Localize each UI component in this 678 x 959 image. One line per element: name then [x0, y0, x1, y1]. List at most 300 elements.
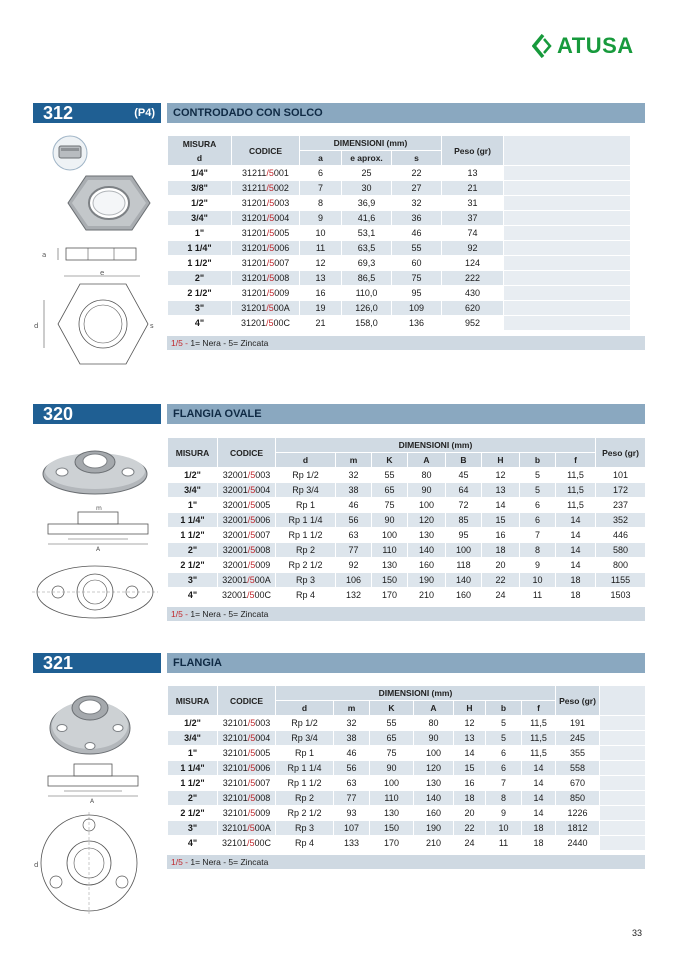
col-header-dim: f: [522, 701, 556, 716]
col-header-dim: d: [276, 453, 336, 468]
cell-misura: 1/4": [168, 166, 232, 181]
cell-peso: 237: [596, 498, 646, 513]
cell-codice: [232, 286, 300, 301]
code-part: 009: [274, 288, 290, 298]
table-row: [168, 821, 646, 836]
cell-dimension: 6: [300, 166, 342, 181]
cell-blank: [504, 316, 631, 331]
cell-dimension: 86,5: [342, 271, 392, 286]
code-part: 31201: [241, 303, 267, 313]
cell-dimension: 27: [392, 181, 442, 196]
code-part: 32101: [222, 718, 248, 728]
cell-dimension: 24: [454, 836, 486, 851]
cell-dimension: Rp 1: [276, 746, 334, 761]
cell-dimension: 106: [336, 573, 372, 588]
cell-dimension: 14: [556, 528, 596, 543]
table-row: [168, 731, 646, 746]
cell-dimension: 160: [446, 588, 482, 603]
cell-dimension: 46: [334, 746, 370, 761]
code-finish-variant: /5: [247, 590, 255, 600]
table-row: [168, 528, 646, 543]
table-312: [167, 135, 631, 331]
code-part: 31201: [241, 243, 267, 253]
cell-dimension: 107: [334, 821, 370, 836]
code-part: 32001: [222, 560, 248, 570]
cell-dimension: 20: [482, 558, 520, 573]
cell-misura: 4": [168, 316, 232, 331]
cell-codice: [218, 821, 276, 836]
cell-blank: [600, 806, 646, 821]
cell-blank: [504, 241, 631, 256]
cell-dimension: Rp 2: [276, 543, 336, 558]
cell-blank: [504, 271, 631, 286]
code-finish-variant: /5: [247, 515, 256, 525]
cell-dimension: 11,5: [522, 716, 556, 731]
col-header-dim: A: [414, 701, 454, 716]
code-part: 31201: [241, 273, 267, 283]
cell-dimension: 95: [446, 528, 482, 543]
cell-dimension: 9: [520, 558, 556, 573]
cell-blank: [504, 286, 631, 301]
cell-dimension: 130: [370, 806, 414, 821]
cell-dimension: 32: [336, 468, 372, 483]
cell-dimension: 130: [414, 776, 454, 791]
cell-codice: [232, 196, 300, 211]
code-part: 009: [255, 560, 271, 570]
cell-dimension: 38: [334, 731, 370, 746]
finish-note: [167, 336, 645, 350]
locknut-front-drawing-icon: [30, 270, 160, 370]
cell-dimension: 75: [392, 271, 442, 286]
cell-dimension: 75: [370, 746, 414, 761]
table-row: [168, 791, 646, 806]
table-row: [168, 746, 646, 761]
cell-dimension: 140: [414, 791, 454, 806]
svg-text:d: d: [34, 861, 39, 869]
cell-dimension: 85: [446, 513, 482, 528]
cell-dimension: 11,5: [556, 468, 596, 483]
code-part: 005: [255, 748, 271, 758]
code-part: 31201: [240, 318, 266, 328]
cell-peso: 245: [556, 731, 600, 746]
section-title-bar: [167, 653, 645, 673]
cell-dimension: 65: [372, 483, 408, 498]
cell-dimension: 10: [486, 821, 522, 836]
cell-dimension: 80: [414, 716, 454, 731]
table-row: [168, 196, 631, 211]
section-number-bar: [33, 404, 161, 424]
cell-dimension: 140: [446, 573, 482, 588]
cell-dimension: 18: [522, 821, 556, 836]
cell-codice: [232, 166, 300, 181]
cell-codice: [218, 731, 276, 746]
table-row: [168, 558, 646, 573]
cell-dimension: 11,5: [556, 483, 596, 498]
cell-peso: 21: [442, 181, 504, 196]
cell-dimension: 5: [520, 468, 556, 483]
code-part: 00A: [254, 823, 271, 833]
locknut-side-drawing-icon: [38, 242, 150, 266]
cell-codice: [232, 211, 300, 226]
cell-dimension: Rp 2 1/2: [276, 806, 334, 821]
code-finish-variant: /5: [247, 808, 256, 818]
code-part: 32101: [222, 763, 248, 773]
code-part: 006: [255, 763, 271, 773]
cell-misura: 1/2": [168, 716, 218, 731]
cell-peso: 850: [556, 791, 600, 806]
cell-dimension: 56: [334, 761, 370, 776]
cell-dimension: 9: [300, 211, 342, 226]
col-header-misura: MISURA d: [168, 136, 232, 166]
cell-codice: [232, 301, 300, 316]
finish-note: [167, 855, 645, 869]
code-part: 32001: [222, 500, 248, 510]
code-finish-variant: /5: [266, 183, 274, 193]
code-part: 006: [255, 515, 271, 525]
cell-peso: 1155: [596, 573, 646, 588]
cell-peso: 1812: [556, 821, 600, 836]
cell-dimension: 13: [482, 483, 520, 498]
cell-misura: 2": [168, 543, 218, 558]
col-header-dim: a: [300, 151, 342, 166]
cell-dimension: 55: [372, 468, 408, 483]
col-header-codice: CODICE: [218, 438, 276, 468]
cell-dimension: 18: [556, 588, 596, 603]
col-header-dim: K: [370, 701, 414, 716]
cell-dimension: 90: [370, 761, 414, 776]
section-number-bar: [33, 653, 161, 673]
code-finish-variant: /5: [247, 823, 255, 833]
cell-dimension: 14: [522, 806, 556, 821]
cell-dimension: 14: [522, 761, 556, 776]
table-row: [168, 286, 631, 301]
cell-dimension: 12: [300, 256, 342, 271]
code-finish-variant: /5: [247, 560, 256, 570]
code-part: 008: [274, 273, 290, 283]
code-finish-variant: /5: [247, 838, 255, 848]
code-finish-variant: /5: [247, 485, 256, 495]
table-row: [168, 226, 631, 241]
cell-dimension: 160: [408, 558, 446, 573]
col-header-dim: B: [446, 453, 482, 468]
code-part: 008: [255, 793, 271, 803]
table-row: [168, 316, 631, 331]
col-header-dim: b: [486, 701, 522, 716]
code-finish-variant: /5: [266, 258, 275, 268]
svg-text:a: a: [42, 251, 47, 259]
code-part: 31201: [241, 213, 267, 223]
cell-dimension: 11,5: [556, 498, 596, 513]
cell-peso: 670: [556, 776, 600, 791]
table-row: [168, 498, 646, 513]
col-header-dim: b: [520, 453, 556, 468]
cell-dimension: 11,5: [522, 731, 556, 746]
code-finish-variant: /5: [247, 763, 256, 773]
col-header-dim: d: [276, 701, 334, 716]
cell-misura: 2": [168, 791, 218, 806]
cell-dimension: 18: [556, 573, 596, 588]
col-header-codice: CODICE: [218, 686, 276, 716]
col-header-dim: s: [392, 151, 442, 166]
note-text: 1= Nera - 5= Zincata: [190, 338, 269, 348]
cell-blank: [600, 776, 646, 791]
code-part: 005: [274, 228, 290, 238]
cell-dimension: 6: [520, 513, 556, 528]
cell-misura: 3/4": [168, 483, 218, 498]
cell-dimension: 15: [482, 513, 520, 528]
cell-dimension: 132: [336, 588, 372, 603]
col-header-peso: Peso (gr): [596, 438, 646, 468]
cell-dimension: 109: [392, 301, 442, 316]
code-part: 007: [255, 778, 271, 788]
code-part: 009: [255, 808, 271, 818]
brand-name: ATUSA: [557, 33, 634, 58]
note-text: 1= Nera - 5= Zincata: [190, 609, 269, 619]
cell-dimension: 77: [336, 543, 372, 558]
cell-codice: [218, 468, 276, 483]
col-header-misura: MISURA: [168, 686, 218, 716]
cell-dimension: Rp 3: [276, 573, 336, 588]
cell-dimension: 5: [486, 731, 522, 746]
code-finish-variant: /5: [266, 303, 274, 313]
cell-dimension: 16: [482, 528, 520, 543]
table-row: [168, 836, 646, 851]
note-prefix: 1/5 -: [171, 609, 191, 619]
cell-blank: [504, 301, 631, 316]
col-header-dim: m: [334, 701, 370, 716]
section-number: 320: [43, 404, 74, 424]
code-part: 008: [255, 545, 271, 555]
cell-dimension: 16: [454, 776, 486, 791]
cell-dimension: 20: [454, 806, 486, 821]
col-header-dim: m: [336, 453, 372, 468]
cell-dimension: 100: [372, 528, 408, 543]
cell-peso: 800: [596, 558, 646, 573]
code-finish-variant: /5: [266, 213, 275, 223]
table-row: [168, 543, 646, 558]
oval-flange-front-drawing-icon: [30, 560, 160, 624]
cell-dimension: 80: [408, 468, 446, 483]
table-321: [167, 685, 646, 851]
cell-peso: 952: [442, 316, 504, 331]
cell-dimension: 8: [300, 196, 342, 211]
round-flange-side-drawing-icon: [38, 756, 148, 804]
table-row: [168, 776, 646, 791]
col-header-dim: e aprox.: [342, 151, 392, 166]
table-row: [168, 211, 631, 226]
cell-blank: [600, 716, 646, 731]
cell-dimension: 32: [334, 716, 370, 731]
cell-dimension: 95: [392, 286, 442, 301]
cell-blank: [600, 731, 646, 746]
finish-note: [167, 607, 645, 621]
code-part: 32101: [222, 733, 248, 743]
cell-dimension: 160: [414, 806, 454, 821]
cell-peso: 1226: [556, 806, 600, 821]
cell-codice: [218, 573, 276, 588]
cell-codice: [218, 806, 276, 821]
code-part: 003: [255, 718, 271, 728]
section-sub-code: (P4): [134, 107, 155, 119]
cell-blank: [504, 226, 631, 241]
cell-dimension: 93: [334, 806, 370, 821]
cell-dimension: 63,5: [342, 241, 392, 256]
cell-dimension: 21: [300, 316, 342, 331]
code-part: 32101: [221, 838, 247, 848]
cell-dimension: 77: [334, 791, 370, 806]
section-title-bar: [167, 103, 645, 123]
cell-peso: 124: [442, 256, 504, 271]
cell-peso: 92: [442, 241, 504, 256]
cell-misura: 2 1/2": [168, 806, 218, 821]
cell-misura: 4": [168, 836, 218, 851]
col-header-blank: [504, 136, 631, 166]
cell-dimension: 45: [446, 468, 482, 483]
note-text: 1= Nera - 5= Zincata: [190, 857, 269, 867]
cell-dimension: 90: [414, 731, 454, 746]
code-part: 003: [255, 470, 271, 480]
cell-dimension: 14: [454, 746, 486, 761]
cell-dimension: 36: [392, 211, 442, 226]
cell-dimension: 120: [414, 761, 454, 776]
cell-dimension: 158,0: [342, 316, 392, 331]
cell-misura: 4": [168, 588, 218, 603]
cell-dimension: 14: [556, 543, 596, 558]
cell-dimension: 69,3: [342, 256, 392, 271]
cell-dimension: 11: [300, 241, 342, 256]
cell-dimension: 75: [372, 498, 408, 513]
section-number: 321: [43, 653, 74, 673]
cell-codice: [218, 716, 276, 731]
cell-blank: [504, 181, 631, 196]
cell-misura: 1 1/2": [168, 256, 232, 271]
section-number: 312: [43, 103, 74, 123]
cell-peso: 172: [596, 483, 646, 498]
cell-dimension: 10: [300, 226, 342, 241]
cell-dimension: Rp 2 1/2: [276, 558, 336, 573]
col-header-blank: [600, 686, 646, 716]
cell-peso: 2440: [556, 836, 600, 851]
cell-dimension: 24: [482, 588, 520, 603]
cell-misura: 3/4": [168, 211, 232, 226]
cell-dimension: 136: [392, 316, 442, 331]
code-part: 005: [255, 500, 271, 510]
code-part: 31201: [241, 228, 267, 238]
cell-dimension: 110,0: [342, 286, 392, 301]
col-header-dim: f: [556, 453, 596, 468]
cell-dimension: 19: [300, 301, 342, 316]
cell-dimension: 126,0: [342, 301, 392, 316]
cell-dimension: 18: [454, 791, 486, 806]
cell-dimension: 12: [482, 468, 520, 483]
cell-misura: 3": [168, 821, 218, 836]
table-row: [168, 241, 631, 256]
cell-misura: 2 1/2": [168, 286, 232, 301]
cell-dimension: 133: [334, 836, 370, 851]
col-header-peso: Peso (gr): [442, 136, 504, 166]
code-finish-variant: /5: [247, 748, 256, 758]
cell-misura: 1/2": [168, 468, 218, 483]
cell-dimension: 8: [520, 543, 556, 558]
cell-dimension: 18: [522, 836, 556, 851]
cell-dimension: 7: [520, 528, 556, 543]
cell-dimension: Rp 4: [276, 588, 336, 603]
cell-codice: [218, 498, 276, 513]
cell-codice: [232, 241, 300, 256]
cell-dimension: 65: [370, 731, 414, 746]
cell-dimension: 36,9: [342, 196, 392, 211]
cell-codice: [218, 528, 276, 543]
cell-dimension: 14: [522, 776, 556, 791]
code-part: 00C: [254, 590, 272, 600]
atusa-logo: [532, 33, 634, 59]
cell-dimension: 12: [454, 716, 486, 731]
svg-text:e: e: [100, 270, 105, 277]
cell-dimension: 92: [336, 558, 372, 573]
cell-codice: [232, 181, 300, 196]
cell-blank: [600, 746, 646, 761]
cell-peso: 101: [596, 468, 646, 483]
cell-dimension: 140: [408, 543, 446, 558]
cell-codice: [232, 226, 300, 241]
cell-misura: 3/4": [168, 731, 218, 746]
cell-dimension: 22: [482, 573, 520, 588]
code-finish-variant: /5: [247, 778, 256, 788]
code-part: 31211: [242, 168, 267, 178]
cell-dimension: 6: [486, 761, 522, 776]
code-finish-variant: /5: [247, 500, 256, 510]
round-flange-photo-icon: [48, 686, 132, 756]
code-part: 001: [273, 168, 289, 178]
cell-dimension: Rp 3: [276, 821, 334, 836]
svg-text:m: m: [96, 505, 102, 512]
cell-dimension: 63: [334, 776, 370, 791]
cell-peso: 430: [442, 286, 504, 301]
code-part: 00A: [273, 303, 290, 313]
code-finish-variant: /5: [266, 198, 275, 208]
svg-text:A: A: [96, 546, 101, 552]
cell-dimension: 13: [454, 731, 486, 746]
cell-peso: 446: [596, 528, 646, 543]
table-320: [167, 437, 646, 603]
table-row: [168, 588, 646, 603]
cell-dimension: 110: [370, 791, 414, 806]
cell-dimension: 18: [482, 543, 520, 558]
code-part: 32101: [222, 778, 248, 788]
cell-misura: 1 1/2": [168, 776, 218, 791]
code-part: 32101: [222, 823, 248, 833]
table-row: [168, 256, 631, 271]
cell-codice: [218, 558, 276, 573]
code-part: 31201: [241, 288, 267, 298]
cell-codice: [218, 483, 276, 498]
cell-dimension: 9: [486, 806, 522, 821]
code-part: 32001: [221, 590, 247, 600]
cell-misura: 3": [168, 573, 218, 588]
code-part: 32001: [222, 470, 248, 480]
section-title: FLANGIA OVALE: [173, 408, 262, 420]
cell-dimension: 14: [556, 558, 596, 573]
cell-dimension: 32: [392, 196, 442, 211]
cell-codice: [218, 836, 276, 851]
cell-dimension: 56: [336, 513, 372, 528]
cell-peso: 13: [442, 166, 504, 181]
cell-dimension: 190: [408, 573, 446, 588]
cell-misura: 2 1/2": [168, 558, 218, 573]
cell-dimension: Rp 1: [276, 498, 336, 513]
cell-misura: 1": [168, 498, 218, 513]
code-part: 007: [255, 530, 271, 540]
